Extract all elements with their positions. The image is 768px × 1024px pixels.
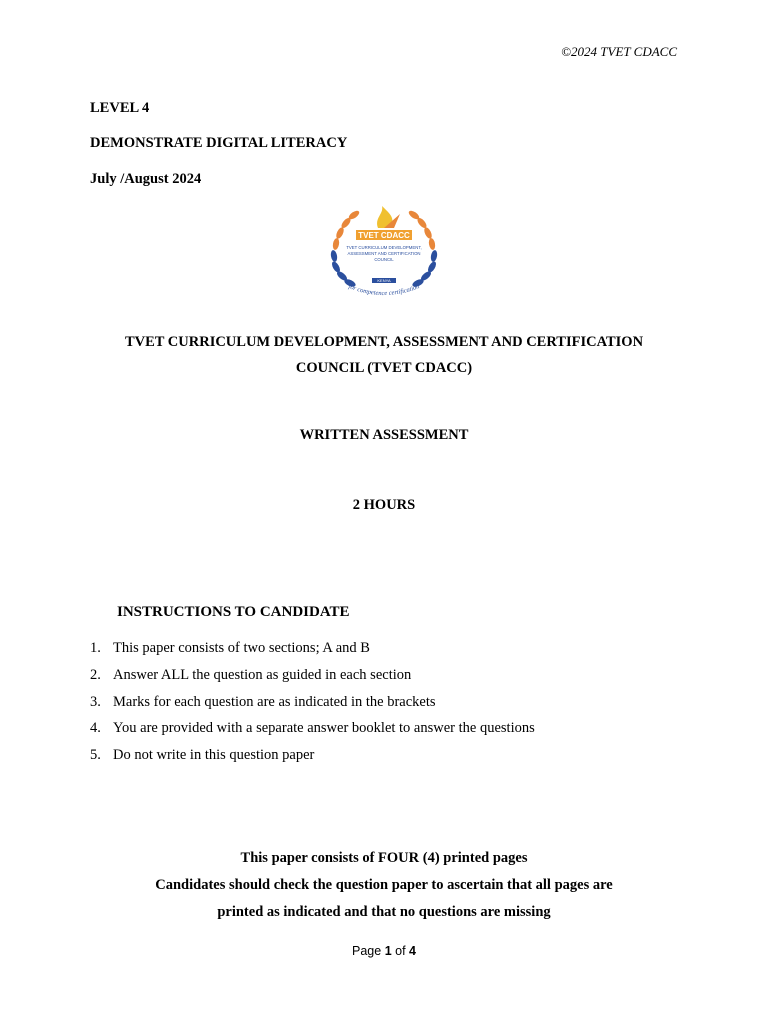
instruction-item — [90, 667, 535, 694]
instruction-text: Answer ALL the question as guided in each section — [113, 666, 412, 683]
page-count-line-2: Candidates should check the question paper to ascertain that all pages are — [155, 877, 613, 893]
instruction-item — [90, 694, 535, 721]
council-name — [0, 329, 768, 381]
instruction-text: Do not write in this question paper — [113, 747, 315, 764]
instruction-number: 3. — [90, 693, 101, 710]
instruction-number: 1. — [90, 640, 101, 656]
instructions-list — [90, 640, 535, 774]
assessment-type: WRITTEN ASSESSMENT — [299, 427, 469, 443]
page-count-note — [0, 845, 768, 926]
svg-text:KENYA: KENYA — [377, 278, 391, 283]
instruction-item — [90, 720, 535, 747]
council-line-2: COUNCIL (TVET CDACC) — [295, 360, 473, 376]
page-number — [0, 944, 768, 958]
instruction-item — [90, 747, 535, 774]
instruction-item — [90, 640, 535, 667]
svg-text:for competence certification: for competence certification — [347, 283, 421, 298]
council-line-1: TVET CURRICULUM DEVELOPMENT, ASSESSMENT AND CERTIFICATION — [124, 334, 644, 350]
page-count-line-3: printed as indicated and that no questions are missing — [217, 904, 551, 920]
page-current: 1 — [384, 944, 392, 958]
svg-text:TVET CDACC: TVET CDACC — [358, 231, 410, 240]
instruction-text: Marks for each question are as indicated in the brackets — [113, 693, 436, 710]
tvet-cdacc-logo — [326, 204, 442, 302]
svg-text:TVET CURRICULUM DEVELOPMENT,: TVET CURRICULUM DEVELOPMENT, — [346, 245, 422, 250]
svg-text:COUNCIL: COUNCIL — [374, 257, 394, 262]
copyright-notice: ©2024 TVET CDACC — [561, 44, 677, 59]
page-count-line-1: This paper consists of FOUR (4) printed pages — [240, 850, 528, 866]
page-label: Page — [352, 944, 382, 958]
instructions-title: INSTRUCTIONS TO CANDIDATE — [117, 604, 350, 620]
exam-date: July /August 2024 — [90, 171, 202, 187]
unit-title: DEMONSTRATE DIGITAL LITERACY — [90, 135, 348, 151]
instruction-text: This paper consists of two sections; A and B — [113, 640, 370, 656]
svg-text:ASSESSMENT AND CERTIFICATION: ASSESSMENT AND CERTIFICATION — [347, 251, 421, 256]
instruction-text: You are provided with a separate answer booklet to answer the questions — [113, 720, 535, 737]
page-total: 4 — [409, 944, 416, 958]
exam-level: LEVEL 4 — [90, 100, 150, 116]
instruction-number: 5. — [90, 747, 101, 764]
instruction-number: 2. — [90, 666, 101, 683]
page-of: of — [395, 944, 406, 958]
logo-graphic — [326, 204, 442, 302]
instruction-number: 4. — [90, 720, 101, 737]
assessment-duration: 2 HOURS — [352, 497, 416, 513]
